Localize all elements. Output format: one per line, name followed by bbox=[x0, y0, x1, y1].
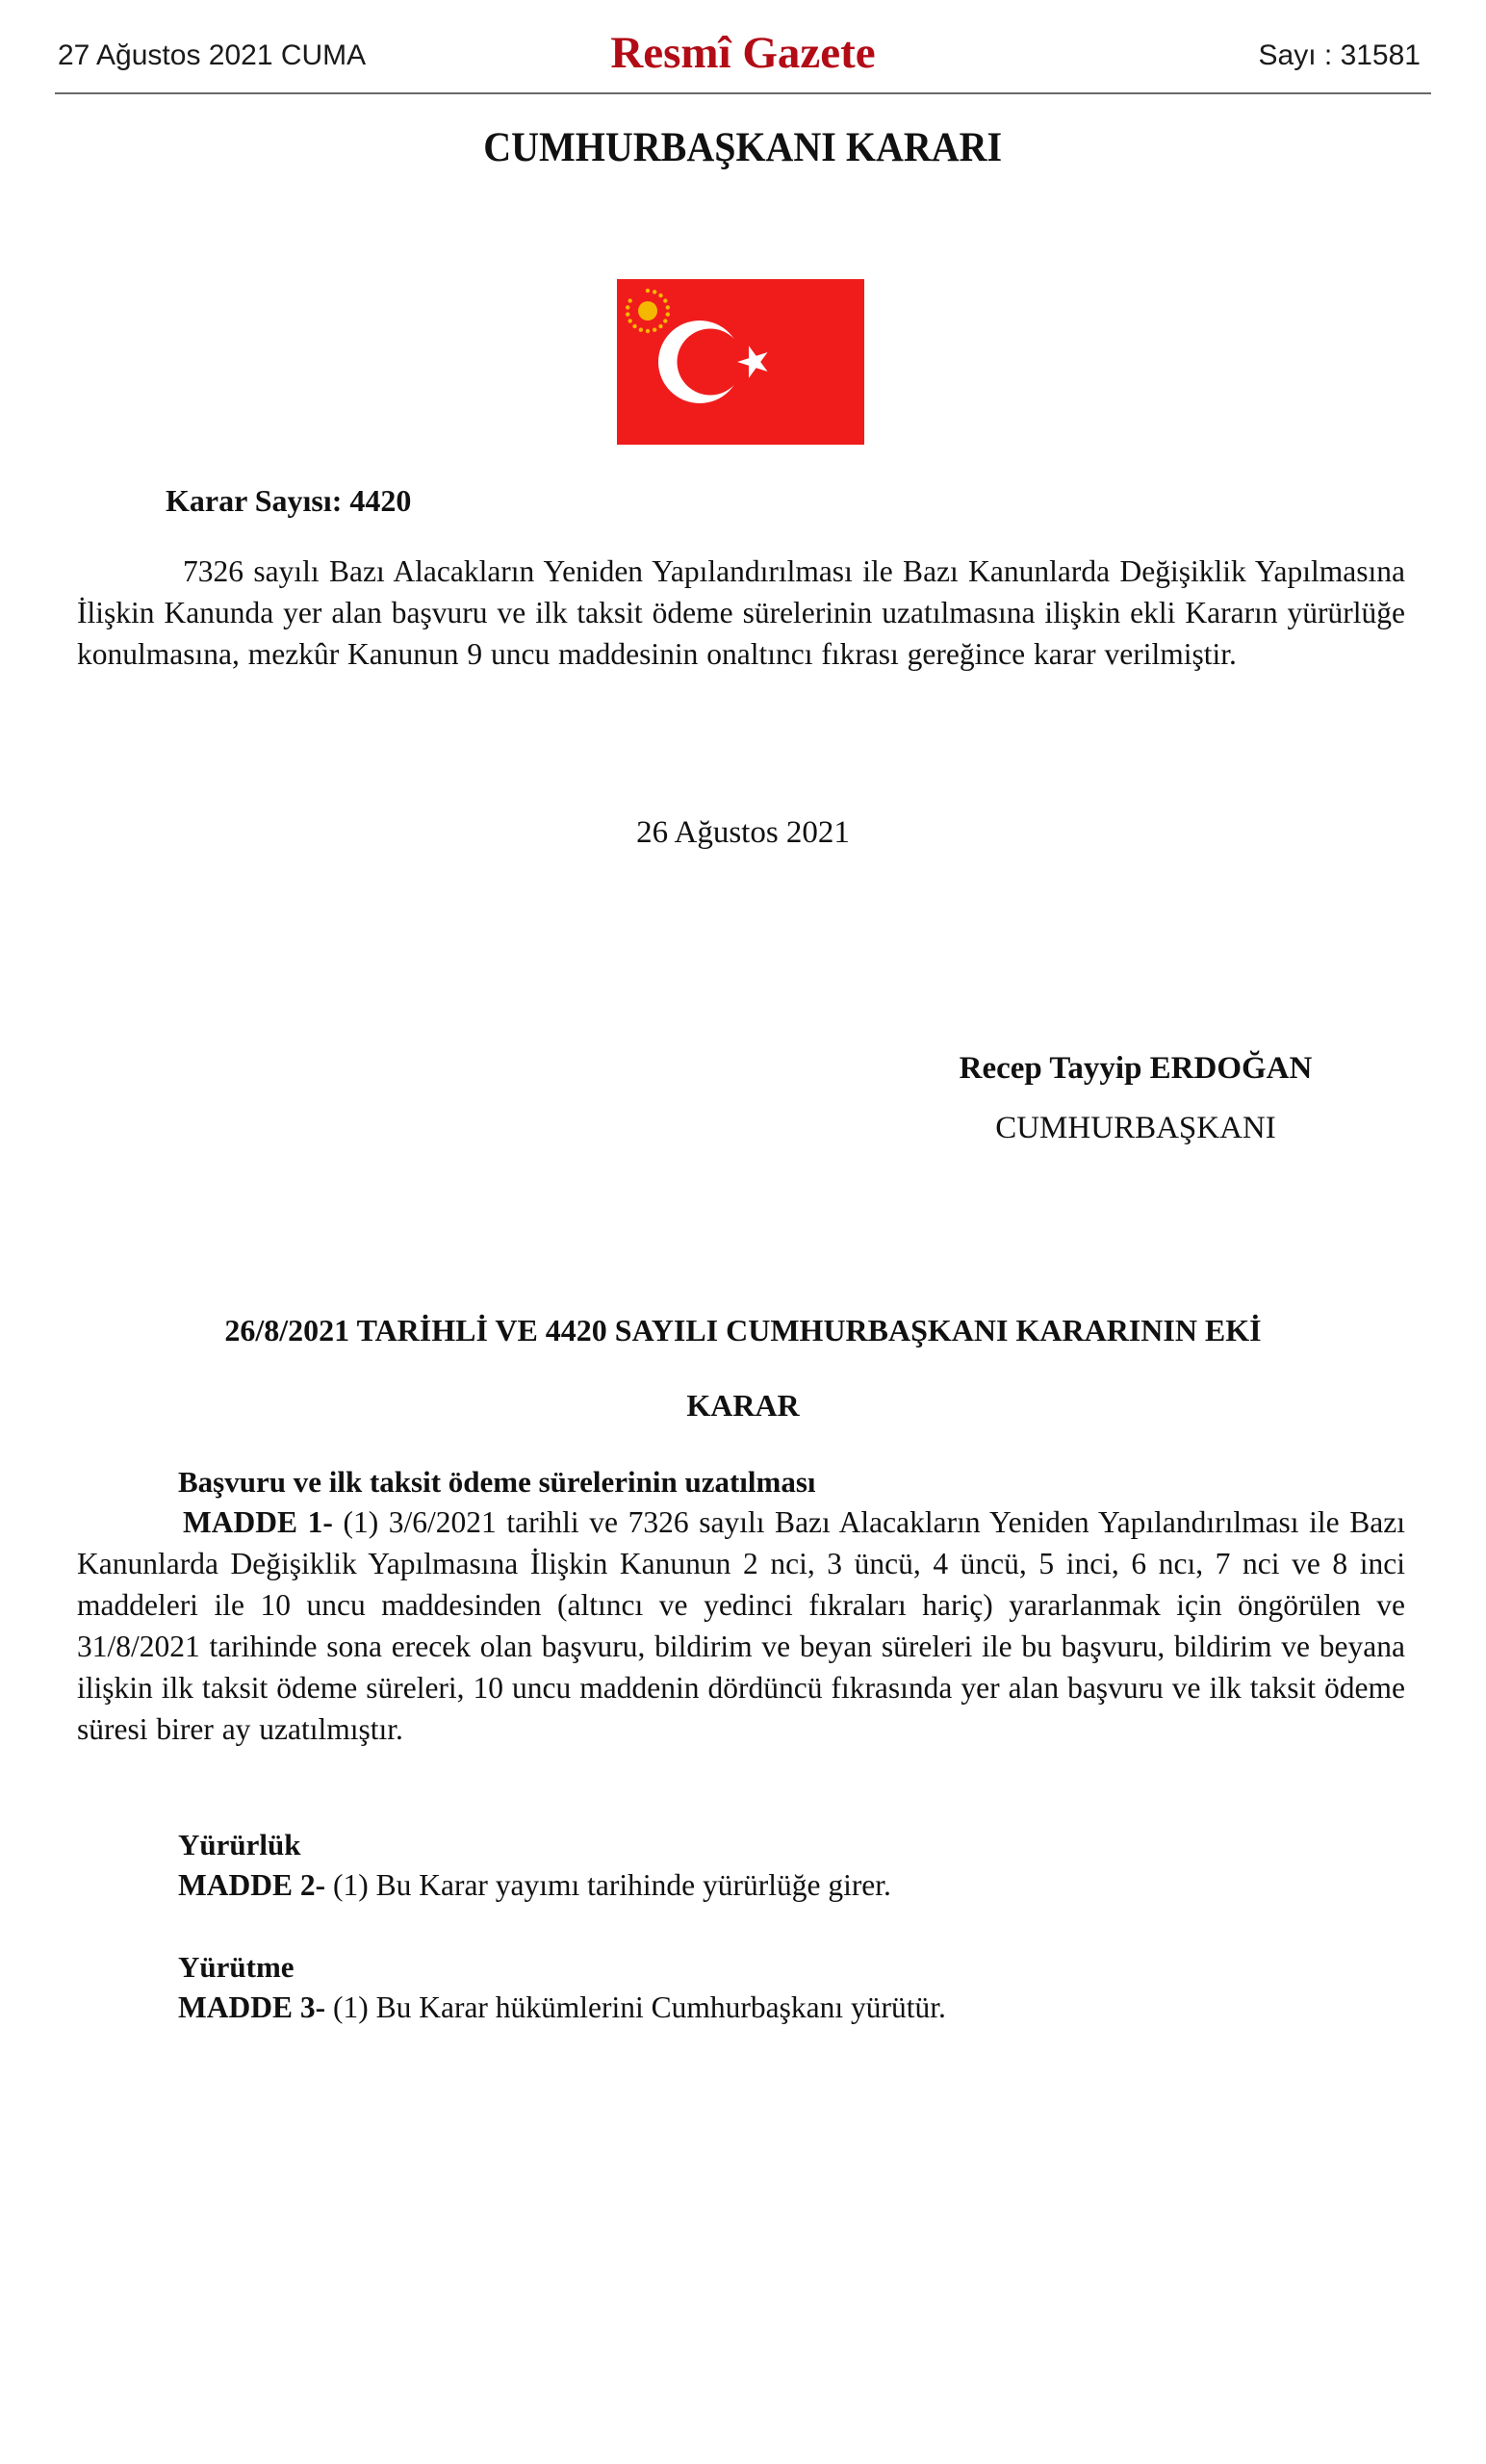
decision-date: 26 Ağustos 2021 bbox=[636, 815, 850, 850]
signer-title: CUMHURBAŞKANI bbox=[995, 1111, 1276, 1145]
turkish-presidential-flag-icon bbox=[617, 279, 864, 445]
article-3-text: (1) Bu Karar hükümlerini Cumhurbaşkanı yürütür. bbox=[325, 1990, 946, 2024]
document-title-text: CUMHURBAŞKANI KARARI bbox=[483, 125, 1003, 170]
gazette-issue-number: Sayı : 31581 bbox=[1258, 39, 1421, 71]
preamble-text: 7326 sayılı Bazı Alacakların Yeniden Yapılandırılması ile Bazı Kanunlarda Değişiklik Yapılmasına İlişkin Kanunda yer alan başvuru ve ilk taksit ödeme sürelerinin uzatılmasına ilişkin ekli Kararın yürürlüğe konulmasına, mezkûr Kanunun 9 uncu maddesinin onaltıncı fıkrası gereğince karar verilmiştir. bbox=[77, 554, 1405, 671]
annex-subtitle: KARAR bbox=[686, 1388, 800, 1423]
gazette-brand-logo: Resmî Gazete bbox=[610, 28, 876, 78]
annex-title: 26/8/2021 TARİHLİ VE 4420 SAYILI CUMHURBAŞKANI KARARININ EKİ bbox=[224, 1313, 1262, 1348]
header-divider bbox=[55, 92, 1431, 94]
gazette-date: 27 Ağustos 2021 CUMA bbox=[58, 39, 367, 71]
article-2-paragraph bbox=[178, 1866, 891, 1905]
decision-number: Karar Sayısı: 4420 bbox=[166, 483, 412, 518]
article-1-paragraph bbox=[77, 1502, 1405, 1750]
signer-name: Recep Tayyip ERDOĞAN bbox=[959, 1051, 1313, 1086]
article-2-text: (1) Bu Karar yayımı tarihinde yürürlüğe girer. bbox=[325, 1868, 891, 1902]
article-2-heading: Yürürlük bbox=[178, 1828, 301, 1861]
article-1-heading: Başvuru ve ilk taksit ödeme sürelerinin uzatılması bbox=[178, 1465, 816, 1499]
article-1-label: MADDE 1- bbox=[183, 1505, 333, 1539]
article-3-heading: Yürütme bbox=[178, 1950, 295, 1984]
article-3-paragraph bbox=[178, 1989, 946, 2027]
article-2-label: MADDE 2- bbox=[178, 1868, 326, 1902]
preamble-paragraph bbox=[77, 551, 1405, 675]
document-title bbox=[0, 123, 1486, 173]
article-3-label: MADDE 3- bbox=[178, 1990, 326, 2024]
article-1-text: (1) 3/6/2021 tarihli ve 7326 sayılı Bazı Alacakların Yeniden Yapılandırılması ile Bazı Kanunlarda Değişiklik Yapılmasına İlişkin Kanunun 2 nci, 3 üncü, 4 üncü, 5 inci, 6 ncı, 7 nci ve 8 inci maddeleri ile 10 uncu maddesinden (altıncı ve yedinci fıkraları hariç) yararlanmak için öngörülen ve 31/8/2021 tarihinde sona erecek olan başvuru, bildirim ve beyan süreleri ile bu başvuru, bildirim ve beyana ilişkin ilk taksit ödeme süreleri, 10 uncu maddenin dördüncü fıkrasında yer alan başvuru ve ilk taksit ödeme süresi birer ay uzatılmıştır. bbox=[77, 1505, 1405, 1746]
